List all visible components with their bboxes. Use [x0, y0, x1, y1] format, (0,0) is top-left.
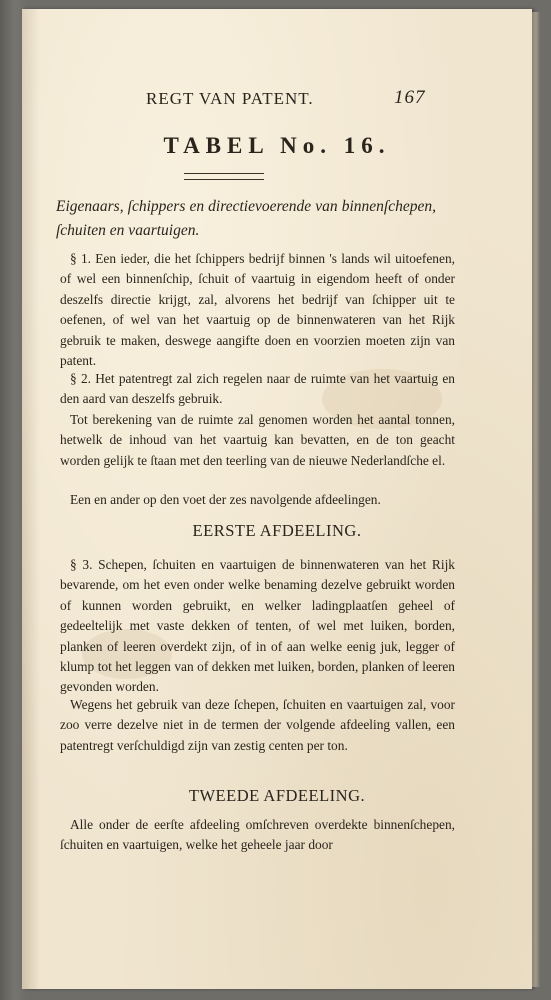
paragraph-text: Wegens het gebruik van deze ſchepen, ſchuiten en vaartuigen zal, voor zoo verre dezelve niet in de termen der volgende afdeeling vallen, een patentregt verſchuldigd zijn van zestig centen per ton. — [60, 697, 455, 753]
paragraph — [60, 555, 455, 698]
book-page — [22, 9, 532, 989]
paragraph-text: § 1. Een ieder, die het ſchippers bedrijf binnen 's lands wil uitoefenen, of wel een binnenſchip, ſchuit of vaartuig in eigendom heeft of onder deszelfs directie krijgt, zal, alvorens het bedrijf van ſchipper uit te oefenen, of wel van het vaartuig op de binnenwateren van het Rijk gebruik te maken, deswege aangifte doen en voorzien moeten zijn van patent. — [60, 251, 455, 369]
page-header — [22, 89, 532, 113]
section-subtitle: Eigenaars, ſchippers en directievoerende van binnenſchepen, ſchuiten en vaartuigen. — [56, 198, 436, 239]
table-title: TABEL No. 16. — [163, 133, 391, 158]
paragraph-text: § 2. Het patentregt zal zich regelen naar de ruimte van het vaartuig en den aard van deszelfs gebruik. — [60, 371, 455, 407]
paragraph — [60, 695, 455, 756]
paragraph — [60, 369, 455, 410]
paragraph-text: § 3. Schepen, ſchuiten en vaartuigen de binnenwateren van het Rijk bevarende, om het even onder welke benaming dezelve gebruikt worden of kunnen worden gebruikt, en welker ladingplaatſen geheel of gedeeltelijk met vaste dekken of tenten, of wel met luiken, borden, planken of leeren overdekt zijn, of in of aan welke eenig juk, legger of klump tot het leggen van of dekken met luiken, borden, planken of leeren gevonden worden. — [60, 557, 455, 695]
section-heading: TWEEDE AFDEELING. — [188, 786, 366, 805]
paragraph — [60, 490, 455, 510]
double-rule — [184, 173, 264, 180]
paragraph — [60, 410, 455, 471]
section-heading: EERSTE AFDEELING. — [192, 521, 362, 540]
paragraph-text: Tot berekening van de ruimte zal genomen worden het aantal tonnen, hetwelk de inhoud van het vaartuig kan bevatten, en de ton geacht worden gelijk te ſtaan met den teerling van de nieuwe Nederlandſche el. — [60, 412, 455, 468]
paragraph — [60, 815, 455, 856]
paragraph-text: Een en ander op den voet der zes navolgende afdeelingen. — [70, 492, 381, 507]
page-edge — [532, 12, 540, 987]
page-number: 167 — [394, 87, 426, 108]
running-head: REGT VAN PATENT. — [146, 89, 314, 108]
paragraph — [60, 249, 455, 371]
paragraph-text: Alle onder de eerſte afdeeling omſchreven overdekte binnenſchepen, ſchuiten en vaartuigen, welke het geheele jaar door — [60, 817, 455, 853]
